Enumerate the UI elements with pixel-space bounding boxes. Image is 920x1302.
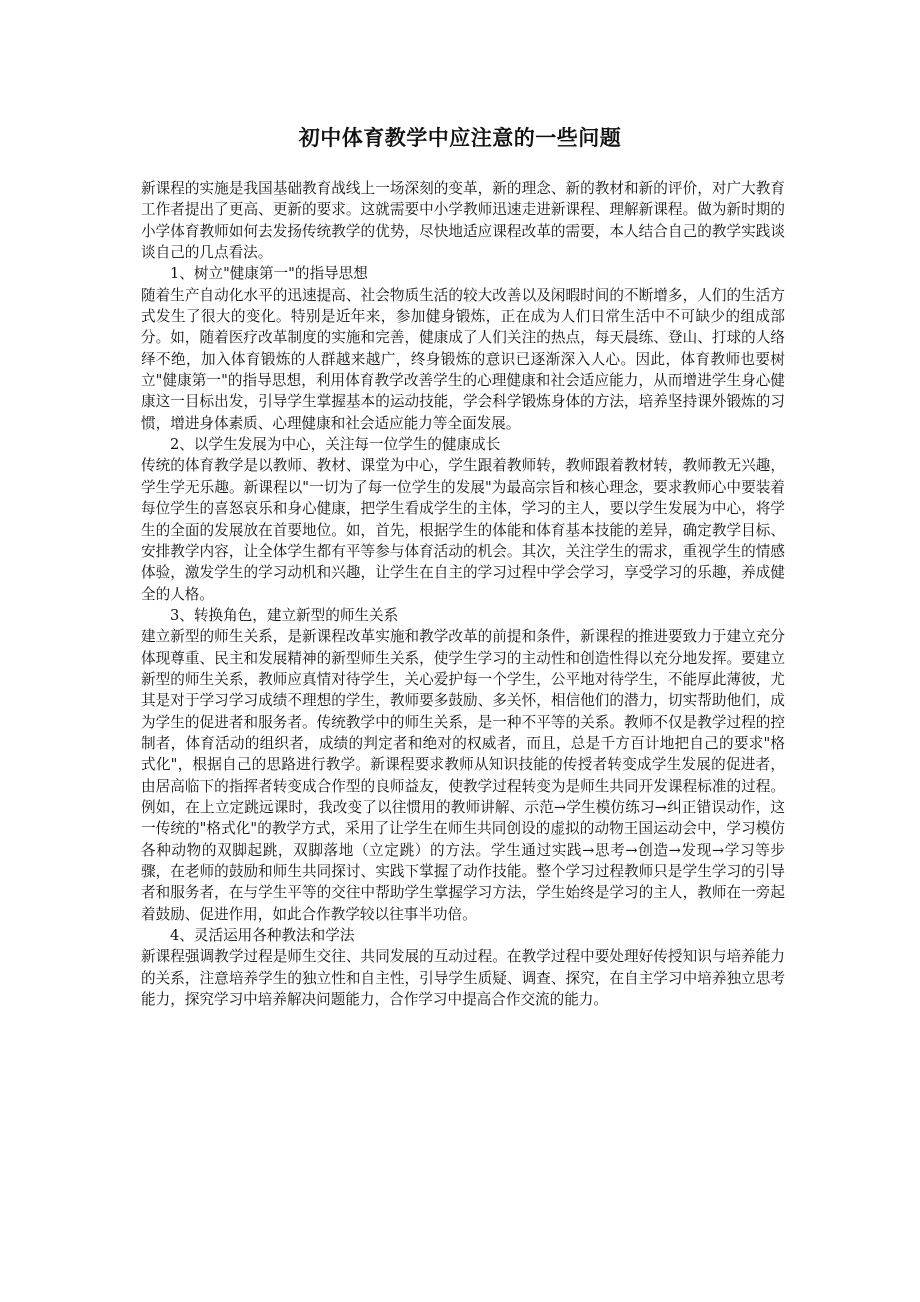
section-heading-4: 4、灵活运用各种教法和学法 bbox=[170, 927, 355, 945]
section-heading-3: 3、转换角色，建立新型的师生关系 bbox=[170, 606, 399, 624]
section-text-2: 传统的体育教学是以教师、教材、课堂为中心，学生跟着教师转，教师跟着教材转，教师教无兴趣，学生学无乐趣。新课程以"一切为了每一位学生的发展"为最高宗旨和核心理念，要求教师心中要装着每位学生的喜怒哀乐和身心健康，把学生看成学生的主体，学习的主人，要以学生发展为中心，将学生的全面的发展放在首要地位。如，首先，根据学生的体能和体育基本技能的差异，确定教学目标、安排教学内容，让全体学生都有平等参与体育活动的机会。其次，关注学生的需求，重视学生的情感体验，激发学生的学习动机和兴趣，让学生在自主的学习过程中学会学习，享受学习的乐趣，养成健全的人格。 bbox=[141, 457, 785, 603]
document-title: 初中体育教学中应注意的一些问题 bbox=[298, 125, 622, 150]
section-text-3: 建立新型的师生关系，是新课程改革实施和教学改革的前提和条件，新课程的推进要致力于建立充分体现尊重、民主和发展精神的新型师生关系，使学生学习的主动性和创造性得以充分地发挥。要建立新型的师生关系，教师应真情对待学生，关心爱护每一个学生，公平地对待学生，不能厚此薄彼，尤其是对于学习学习成绩不理想的学生，教师要多鼓励、多关怀，相信他们的潜力，切实帮助他们，成为学生的促进者和服务者。传统教学中的师生关系，是一种不平等的关系。教师不仅是教学过程的控制者，体育活动的组织者，成绩的判定者和绝对的权威者，而且，总是千方百计地把自己的要求"格式化"，根据自己的思路进行教学。新课程要求教师从知识技能的传授者转变成学生发展的促进者，由居高临下的指挥者转变成合作型的良师益友，使教学过程转变为是师生共同开发课程标准的过程。例如，在上立定跳远课时，我改变了以往惯用的教师讲解、示范→学生模仿练习→纠正错误动作，这一传统的"格式化"的教学方式，采用了让学生在师生共同创设的虚拟的动物王国运动会中，学习模仿各种动物的双脚起跳，双脚落地（立定跳）的方法。学生通过实践→思考→创造→发现→学习等步骤，在老师的鼓励和师生共同探讨、实践下掌握了动作技能。整个学习过程教师只是学生学习的引导者和服务者，在与学生平等的交往中帮助学生掌握学习方法，学生始终是学习的主人，教师在一旁起着鼓励、促进作用，如此合作教学较以往事半功倍。 bbox=[141, 628, 785, 923]
document-body bbox=[141, 178, 785, 1010]
section-text-1: 随着生产自动化水平的迅速提高、社会物质生活的较大改善以及闲暇时间的不断增多，人们的生活方式发生了很大的变化。特别是近年来，参加健身锻炼，正在成为人们日常生活中不可缺少的组成部分。如，随着医疗改革制度的实施和完善，健康成了人们关注的热点，每天晨练、登山、打球的人络绎不绝，加入体育锻炼的人群越来越广，终身锻炼的意识已逐渐深入人心。因此，体育教师也要树立"健康第一"的指导思想，利用体育教学改善学生的心理健康和社会适应能力，从而增进学生身心健康这一目标出发，引导学生掌握基本的运动技能，学会科学锻炼身体的方法，培养坚持课外锻炼的习惯，增进身体素质、心理健康和社会适应能力等全面发展。 bbox=[141, 286, 785, 432]
section-heading-1: 1、树立"健康第一"的指导思想 bbox=[170, 265, 368, 283]
section-text-4: 新课程强调教学过程是师生交往、共同发展的互动过程。在教学过程中要处理好传授知识与培养能力的关系，注意培养学生的独立性和自主性，引导学生质疑、调查、探究，在自主学习中培养独立思考能力，探究学习中培养解决问题能力，合作学习中提高合作交流的能力。 bbox=[141, 948, 785, 1009]
intro-paragraph: 新课程的实施是我国基础教育战线上一场深刻的变革，新的理念、新的教材和新的评价，对广大教育工作者提出了更高、更新的要求。这就需要中小学教师迅速走进新课程、理解新课程。做为新时期的小学体育教师如何去发扬传统教学的优势，尽快地适应课程改革的需要，本人结合自己的教学实践谈谈自己的几点看法。 bbox=[141, 180, 785, 262]
section-heading-2: 2、以学生发展为中心，关注每一位学生的健康成长 bbox=[170, 436, 501, 454]
